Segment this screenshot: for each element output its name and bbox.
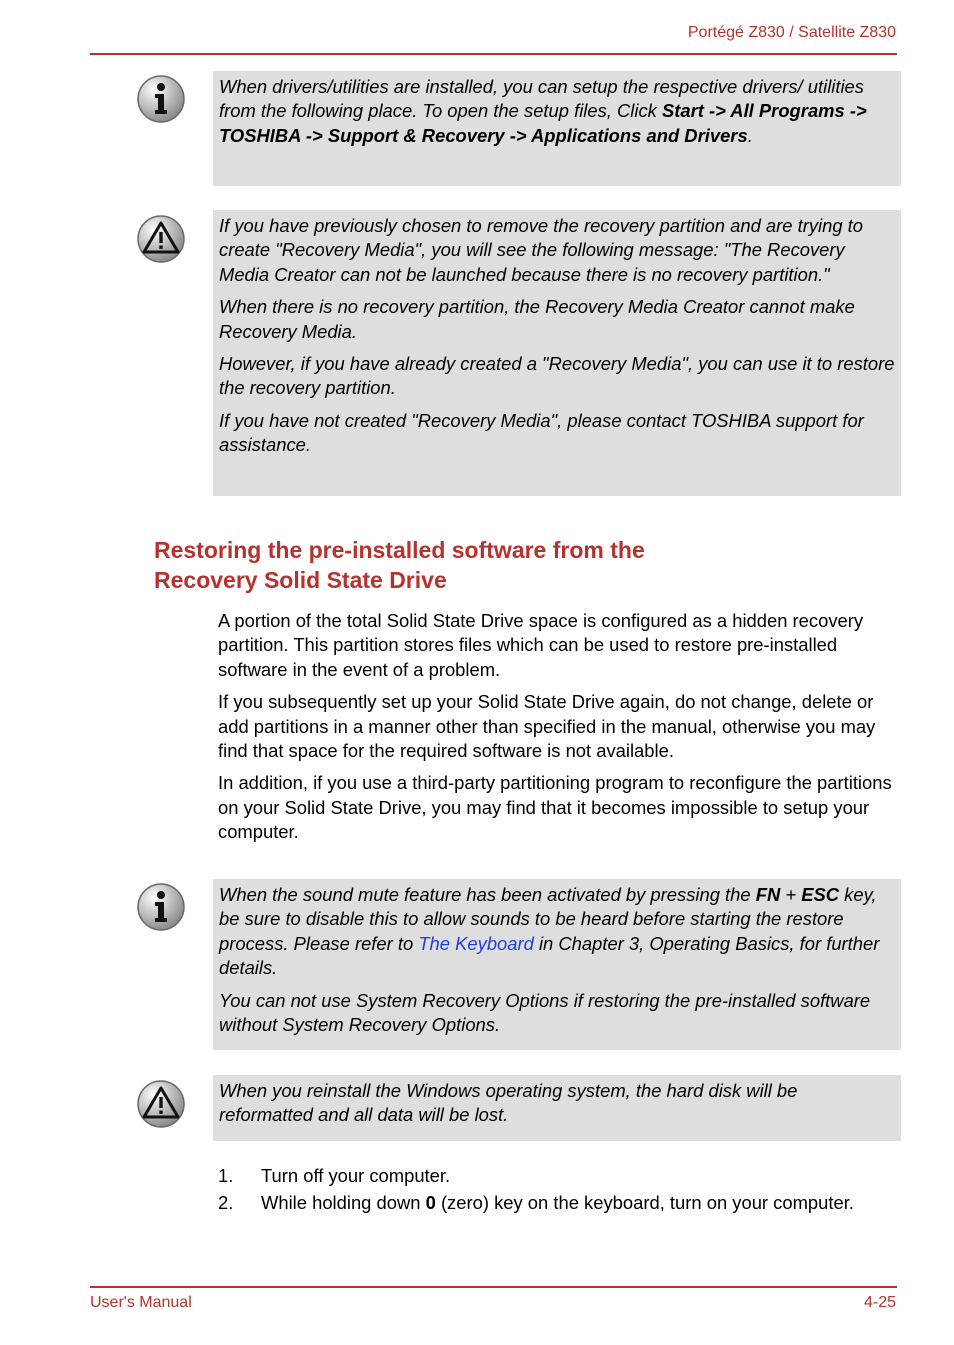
warning-paragraph: When you reinstall the Windows operating system, the hard disk will be reformatted and all data will be lost. [219, 1080, 798, 1126]
body-paragraph: If you subsequently set up your Solid State Drive again, do not change, delete or add partitions in a manner other than specified in the manual, otherwise you may find that space for the required software is not available. [218, 691, 876, 762]
step-number: 1. [218, 1165, 234, 1186]
info-note-text: When drivers/utilities are installed, you can setup the respective drivers/ utilities from the following place. To open the setup files, Click Start -> All Programs -> TOSHIBA -> Support & Recovery -> Applications and Drivers. [219, 76, 867, 146]
footer-manual-title: User's Manual [90, 1294, 192, 1311]
footer-rule [90, 1286, 897, 1288]
step-text: Turn off your computer. [261, 1165, 451, 1186]
body-paragraph: In addition, if you use a third-party partitioning program to reconfigure the partitions on your Solid State Drive, you may find that it becomes impossible to setup your computer. [218, 772, 892, 843]
info-icon [136, 74, 186, 124]
list-item [218, 1191, 898, 1215]
info-note-text: When the sound mute feature has been activated by pressing the FN + ESC key, be sure to disable this to allow sounds to be heard before starting the restore process. Please refer to The Keyboard in Chapter 3, Operating Basics, for further details. [219, 884, 880, 979]
warning-paragraph: However, if you have already created a "Recovery Media", you can use it to restore the recovery partition. [219, 353, 895, 399]
warning-note [213, 210, 901, 496]
step-text: While holding down 0 (zero) key on the keyboard, turn on your computer. [261, 1192, 854, 1214]
body-paragraph: A portion of the total Solid State Drive space is configured as a hidden recovery partition. This partition stores files which can be used to restore pre-installed software in the event of a problem. [218, 610, 864, 680]
warning-icon [136, 1079, 186, 1129]
warning-paragraph: When there is no recovery partition, the Recovery Media Creator cannot make Recovery Media. [219, 296, 855, 342]
section-heading: Restoring the pre-installed software from the Recovery Solid State Drive [154, 537, 645, 593]
section-body [218, 609, 898, 853]
list-item [218, 1164, 898, 1188]
warning-note [213, 1075, 901, 1141]
keyboard-link[interactable]: The Keyboard [418, 932, 534, 954]
warning-paragraph: If you have not created "Recovery Media", please contact TOSHIBA support for assistance. [219, 409, 864, 456]
header-rule [90, 53, 897, 55]
running-header: Portégé Z830 / Satellite Z830 [687, 24, 896, 41]
warning-icon [136, 214, 186, 264]
step-list [218, 1164, 898, 1219]
info-note [213, 71, 901, 186]
page-number: 4-25 [863, 1294, 896, 1311]
step-number: 2. [218, 1192, 234, 1214]
info-icon [136, 882, 186, 932]
info-note [213, 879, 901, 1050]
info-note-text: You can not use System Recovery Options if restoring the pre-installed software without System Recovery Options. [219, 989, 871, 1036]
warning-paragraph: If you have previously chosen to remove the recovery partition and are trying to create "Recovery Media", you will see the following message: "The Recovery Media Creator can not be launched because there is no recovery partition." [219, 215, 864, 285]
